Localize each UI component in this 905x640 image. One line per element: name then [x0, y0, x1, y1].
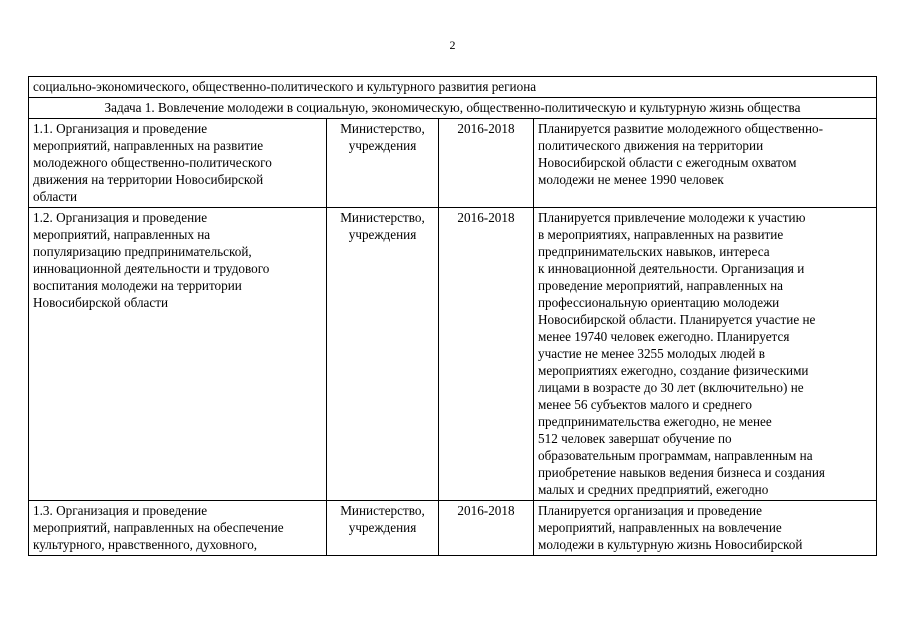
measure-line: инновационной деятельности и трудового [33, 261, 270, 276]
result-line: участие не менее 3255 молодых людей в [538, 346, 765, 361]
result-line: предпринимательства ежегодно, не менее [538, 414, 772, 429]
result-line: менее 19740 человек ежегодно. Планируется [538, 329, 790, 344]
continuation-text: социально-экономического, общественно-политического и культурного развития региона [29, 77, 877, 98]
period-cell: 2016-2018 [439, 501, 534, 556]
result-line: Новосибирской области с ежегодным охватом [538, 155, 797, 170]
page-number: 2 [449, 38, 456, 52]
result-line: молодежи в культурную жизнь Новосибирской [538, 537, 803, 552]
measure-line: Новосибирской области [33, 295, 169, 310]
executor-line: учреждения [348, 138, 417, 153]
result-line: в мероприятиях, направленных на развитие [538, 227, 784, 242]
measure-line: мероприятий, направленных на развитие [33, 138, 264, 153]
measure-line: движения на территории Новосибирской [33, 172, 264, 187]
measure-cell [29, 501, 327, 556]
executor-line: Министерство, [340, 503, 425, 518]
result-line: проведение мероприятий, направленных на [538, 278, 784, 293]
measure-line: молодежного общественно-политического [33, 155, 272, 170]
result-line: 512 человек завершат обучение по [538, 431, 732, 446]
executor-cell [327, 119, 439, 208]
result-cell [534, 208, 877, 501]
measure-line: мероприятий, направленных на [33, 227, 211, 242]
period-cell: 2016-2018 [439, 119, 534, 208]
executor-cell [327, 501, 439, 556]
measure-line: 1.2. Организация и проведение [33, 210, 208, 225]
result-line: образовательным программам, направленным на [538, 448, 813, 463]
result-line: мероприятий, направленных на вовлечение [538, 520, 782, 535]
measure-line: области [33, 189, 78, 204]
measure-cell [29, 208, 327, 501]
result-line: мероприятиях ежегодно, создание физическими [538, 363, 809, 378]
measure-line: популяризацию предпринимательской, [33, 244, 252, 259]
table-row [29, 208, 877, 501]
result-line: молодежи не менее 1990 человек [538, 172, 724, 187]
task-row [29, 98, 877, 119]
measure-line: культурного, нравственного, духовного, [33, 537, 258, 552]
result-line: политического движения на территории [538, 138, 764, 153]
executor-line: учреждения [348, 227, 417, 242]
task-heading: Задача 1. Вовлечение молодежи в социальную, экономическую, общественно-политическую и культурную жизнь общества [29, 98, 877, 119]
executor-cell [327, 208, 439, 501]
result-line: предпринимательских навыков, интереса [538, 244, 770, 259]
result-line: приобретение навыков ведения бизнеса и создания [538, 465, 825, 480]
table-row [29, 119, 877, 208]
result-cell [534, 119, 877, 208]
continuation-row [29, 77, 877, 98]
measure-line: воспитания молодежи на территории [33, 278, 242, 293]
measure-line: мероприятий, направленных на обеспечение [33, 520, 284, 535]
executor-line: Министерство, [340, 210, 425, 225]
result-line: профессиональную ориентацию молодежи [538, 295, 780, 310]
measure-line: 1.1. Организация и проведение [33, 121, 208, 136]
executor-line: учреждения [348, 520, 417, 535]
result-line: менее 56 субъектов малого и среднего [538, 397, 752, 412]
executor-line: Министерство, [340, 121, 425, 136]
result-line: малых и средних предприятий, ежегодно [538, 482, 769, 497]
period-cell: 2016-2018 [439, 208, 534, 501]
measure-cell [29, 119, 327, 208]
table-row [29, 501, 877, 556]
result-line: к инновационной деятельности. Организация и [538, 261, 805, 276]
result-line: Планируется организация и проведение [538, 503, 762, 518]
measure-line: 1.3. Организация и проведение [33, 503, 208, 518]
result-line: Новосибирской области. Планируется участие не [538, 312, 816, 327]
program-measures-table [28, 76, 877, 556]
result-line: Планируется развитие молодежного общественно- [538, 121, 824, 136]
result-line: лицами в возрасте до 30 лет (включительно) не [538, 380, 804, 395]
result-cell [534, 501, 877, 556]
result-line: Планируется привлечение молодежи к участию [538, 210, 806, 225]
